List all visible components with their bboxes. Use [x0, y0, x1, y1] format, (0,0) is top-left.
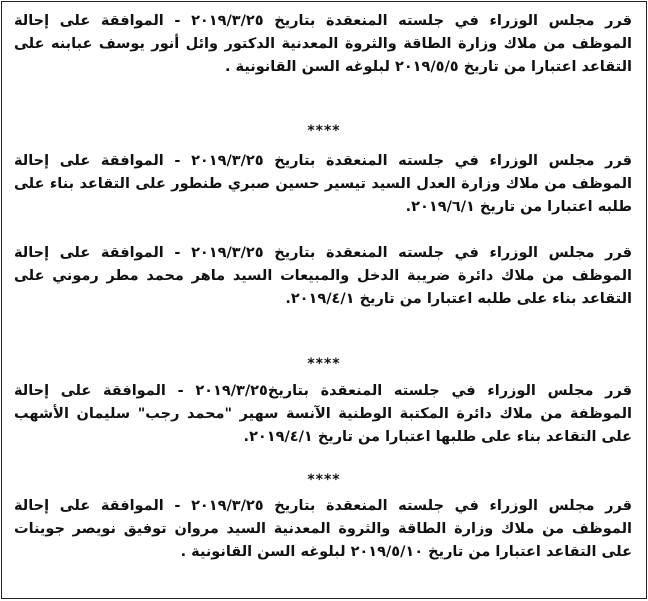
section-separator-2: **** [307, 356, 341, 372]
gazette-page [1, 1, 647, 599]
retirement-notice-5: قرر مجلس الوزراء في جلسته المنعقدة بتاريخ ٢٠١٩/٣/٢٥ - الموافقة على إحالة الموظف من ملاك وزارة الطاقة والثروة المعدنية السيد مروان توفيق نويصر جوينات على التقاعد اعتبارا من تاريخ ٢٠١٩/٥/١٠ لبلوغه السن القانونية . [14, 498, 632, 560]
section-separator-1: **** [307, 123, 341, 139]
retirement-notice-1: قرر مجلس الوزراء في جلسته المنعقدة بتاريخ ٢٠١٩/٣/٢٥ - الموافقة على إحالة الموظف من ملاك وزارة الطاقة والثروة المعدنية الدكتور وائل أنور يوسف عبابنه على التقاعد اعتبارا من تاريخ ٢٠١٩/٥/٥ لبلوغه السن القانونية . [14, 13, 632, 75]
retirement-notice-4: قرر مجلس الوزراء في جلسته المنعقدة بتاريخ٢٠١٩/٣/٢٥ - الموافقة على إحالة الموظفة من ملاك دائرة المكتبة الوطنية الآنسة سهير "محمد رجب" سليمان الأشهب على التقاعد بناء على طلبها اعتبارا من تاريخ ٢٠١٩/٤/١. [14, 383, 632, 445]
section-separator-3: **** [307, 472, 341, 488]
retirement-notice-3: قرر مجلس الوزراء في جلسته المنعقدة بتاريخ ٢٠١٩/٣/٢٥ - الموافقة على إحالة الموظف من ملاك دائرة ضريبة الدخل والمبيعات السيد ماهر محمد مطر رموني على التقاعد بناء على طلبه اعتبارا من تاريخ ٢٠١٩/٤/١. [14, 245, 632, 307]
retirement-notice-2: قرر مجلس الوزراء في جلسته المنعقدة بتاريخ ٢٠١٩/٣/٢٥ - الموافقة على إحالة الموظف من ملاك وزارة العدل السيد تيسير حسين صبري طنطور على التقاعد بناء على طلبه اعتبارا من تاريخ ٢٠١٩/٦/١. [14, 153, 632, 215]
